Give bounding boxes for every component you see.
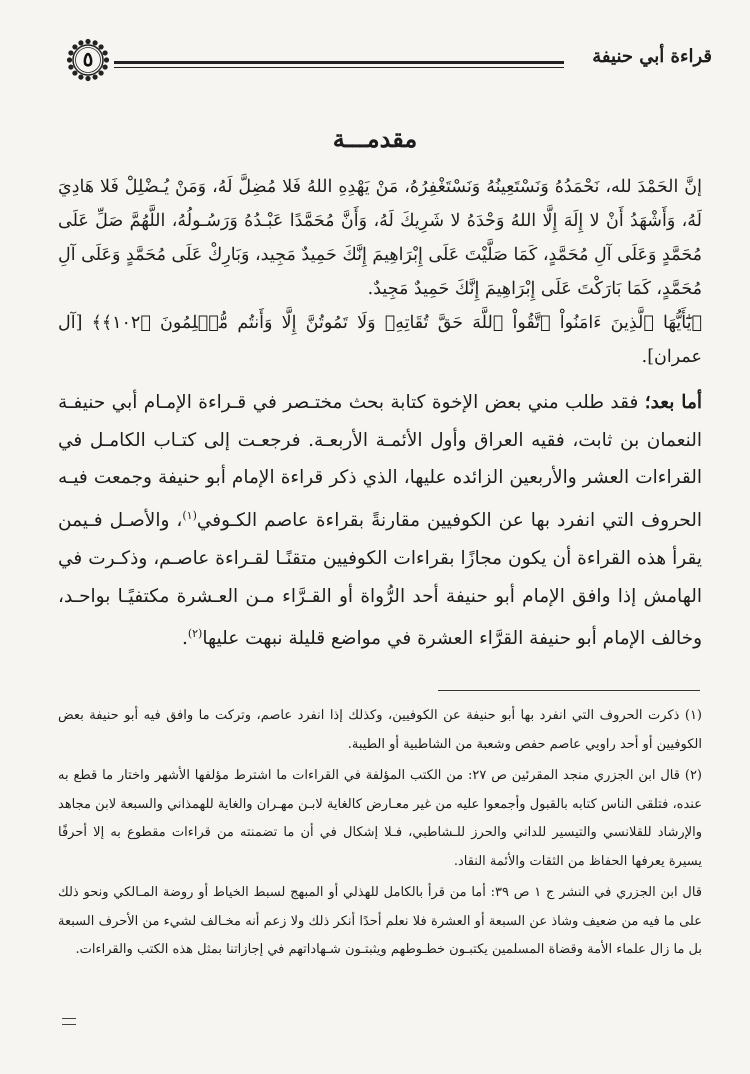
continuation-mark-2 <box>62 1024 76 1025</box>
quran-verse: ﴿يَٰٓأَيُّهَا ٱلَّذِينَ ءَامَنُواْ ٱتَّقُواْ ٱللَّهَ حَقَّ تُقَاتِهِۦ وَلَا تَمُوتُنَّ إِلَّا وَأَنتُم مُّسۡلِمُونَ ﴿١٠٢﴾﴾ [آل عمران]. <box>58 313 703 367</box>
footnote-2-continued: قال ابن الجزري في النشر ج ١ ص ٣٩: أما من قرأ بالكامل للهذلي أو المبهج لسبط الخياط أو روضة المـالكي ونحو ذلك على ما فيه من ضعيف وشاذ عن السبعة أو العشرة فلا نعلم أحدًا أنكر ذلك ولا زعم أنه مخـالف لشيء من الأحرف السبعة بل ما زال علماء الأمة وقضاة المسلمين يكتبـون خطـوطهم ويثبتـون شـهاداتهم في إجازاتنا بمثل هذه الكتب والقراءات. <box>58 885 703 957</box>
page-number: ٥ <box>82 47 94 71</box>
paragraph-text-2: ، والأصـل فـيمن يقرأ هذه القراءة أن يكون مجازًا بقراءات الكوفيين متقنًـا لقـراءة عاصـم، وذكـرت في الهامش إذا وافق الإمام أبو حنيفة أحد الرُّواة أو القـرَّاء مـن العـشرة مكتفيًـا بواحـد، وخالف الإمام أبو حنيفة القرَّاء العشرة في مواضع قليلة نبهت عليها <box>58 510 702 650</box>
prayer-text: إنَّ الحَمْدَ لله، نَحْمَدُهُ وَنَسْتَعِينُهُ وَنَسْتَغْفِرُهُ، مَنْ يَهْدِهِ اللهُ فَلا مُضِلَّ لَهُ، وَمَنْ يُـضْلِلْ فَلا هَادِيَ لَهُ، وَأَشْهَدُ أَنْ لا إِلَهَ إِلَّا اللهُ وَحْدَهُ لا شَرِيكَ لَهُ، وَأَنَّ مُحَمَّدًا عَبْـدُهُ وَرَسُـولُهُ، اللَّهُمَّ صَلِّ عَلَى مُحَمَّدٍ وَعَلَى آلِ مُحَمَّدٍ، كَمَا صَلَّيْتَ عَلَى إِبْرَاهِيمَ إِنَّكَ حَمِيدٌ مَجِيد، وَبَارِكْ عَلَى مُحَمَّدٍ وَعَلَى آلِ مُحَمَّدٍ، كَمَا بَارَكْتَ عَلَى إِبْرَاهِيمَ إِنَّكَ حَمِيدٌ مَجِيدٌ. <box>58 177 702 299</box>
page-header <box>40 38 712 84</box>
header-rule-thin <box>114 67 564 68</box>
footnote-marker-2[interactable]: (٢) <box>187 627 203 641</box>
lead-phrase: أما بعد؛ <box>644 392 702 413</box>
opening-prayer <box>58 170 702 374</box>
paragraph-end: . <box>181 628 188 650</box>
paragraph <box>58 384 702 658</box>
section-heading: مقدمـــة <box>332 124 418 153</box>
header-rule <box>114 61 564 64</box>
continuation-mark <box>62 1018 76 1019</box>
footnote-2: (٢) قال ابن الجزري منجد المقرئين ص ٢٧: من الكتب المؤلفة في القراءات ما اشترط مؤلفها الأشهر واختار ما قطع به عنده، فتلقى الناس كتابه بالقبول وأجمعوا عليه من غير معـارض كالغاية لابـن مهـران والغاية للهمذاني والسبعة لابن مجاهد والإرشاد للقلانسي والتيسير للداني والحرز للـشاطبي، فـلا إشكال في أن ما تضمنته من قراءات مقطوع به إلا أحرفًا يسيرة يعرفها الحفاظ من الثقات والأئمة النقاد. <box>58 768 702 869</box>
footnote-separator <box>438 690 700 691</box>
footnotes <box>58 702 702 965</box>
page-number-badge <box>66 38 110 82</box>
intro-paragraph <box>58 384 702 658</box>
running-title: قراءة أبي حنيفة <box>592 46 712 67</box>
footnote-marker-1[interactable]: (١) <box>182 509 197 523</box>
footnote-1: (١) ذكرت الحروف التي انفرد بها أبو حنيفة عن الكوفيين، وكذلك إذا انفرد عاصم، وتركت ما وافق فيه أبو حنيفة بعض الكوفيين أو أحد راويي عاصم حفص وشعبة من الشاطبية أو الطيبة. <box>58 708 702 752</box>
paragraph-text: فقد طلب مني بعض الإخوة كتابة بحث مختـصر في قـراءة الإمـام أبي حنيفـة النعمان بن ثابت، فقيه العراق وأول الأئمـة الأربعـة. فرجعـت إلى كتـاب الكامـل في القراءات العشر والأربعين الزائده عليها، الذي ذكر قراءة الإمام أبو حنيفة وجمعت فيـه الحروف التي انفرد بها عن الكوفيين مقارنةً بقراءة عاصم الكـوفي <box>58 392 702 532</box>
